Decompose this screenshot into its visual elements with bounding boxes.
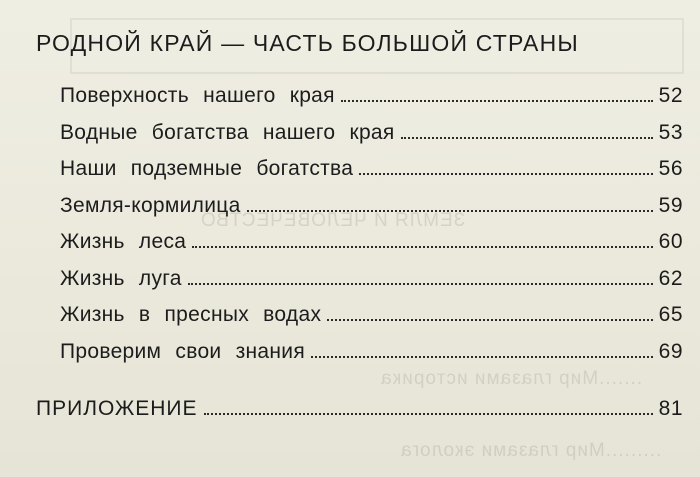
section-heading: РОДНОЙ КРАЙ — ЧАСТЬ БОЛЬШОЙ СТРАНЫ (36, 30, 579, 56)
dot-leader (247, 210, 653, 212)
toc-entry[interactable] (60, 339, 683, 376)
toc-entry-page: 62 (658, 266, 683, 290)
bleed-through-text: .........Мир глазами эколога (400, 440, 662, 461)
toc-entry-page: 65 (658, 303, 683, 326)
toc-entry[interactable] (60, 83, 683, 120)
table-of-contents (60, 83, 683, 375)
toc-entry-page: 60 (658, 230, 683, 253)
dot-leader (359, 173, 652, 175)
toc-entry[interactable] (60, 156, 683, 193)
toc-entry-title: Водные богатства нашего края (60, 120, 395, 144)
bleed-through-text: ЗЕМЛЯ И ЧЕЛОВЕЧЕСТВО (200, 210, 466, 231)
bleed-through-text: .......Мир глазами историка (380, 368, 643, 389)
toc-entry-title: Земля-кормилица (60, 193, 241, 217)
toc-entry-page: 59 (658, 193, 683, 217)
toc-entry-title: Наши подземные богатства (60, 157, 354, 180)
toc-entry[interactable] (60, 302, 683, 339)
dot-leader (401, 137, 653, 139)
toc-entry[interactable] (60, 229, 683, 266)
appendix-page: 81 (658, 397, 683, 420)
dot-leader (188, 283, 653, 285)
toc-entry[interactable] (60, 266, 683, 303)
dot-leader (204, 413, 653, 415)
toc-entry-title: Жизнь в пресных водах (60, 303, 322, 326)
toc-entry[interactable] (60, 120, 683, 157)
appendix-title: ПРИЛОЖЕНИЕ (36, 397, 198, 420)
dot-leader (311, 356, 653, 358)
toc-entry-page: 56 (658, 157, 683, 180)
dot-leader (192, 246, 652, 248)
toc-entry-page: 53 (658, 120, 683, 144)
toc-entry-title: Проверим свои знания (60, 339, 306, 363)
toc-entry[interactable] (60, 193, 683, 230)
toc-entry-title: Жизнь луга (60, 266, 182, 290)
toc-entry-page: 52 (658, 84, 683, 107)
toc-entry-title: Поверхность нашего края (60, 84, 335, 107)
dot-leader (341, 100, 653, 102)
appendix-entry[interactable] (36, 396, 683, 422)
toc-entry-title: Жизнь леса (60, 230, 187, 253)
dot-leader (327, 319, 652, 321)
toc-entry-page: 69 (658, 339, 683, 363)
